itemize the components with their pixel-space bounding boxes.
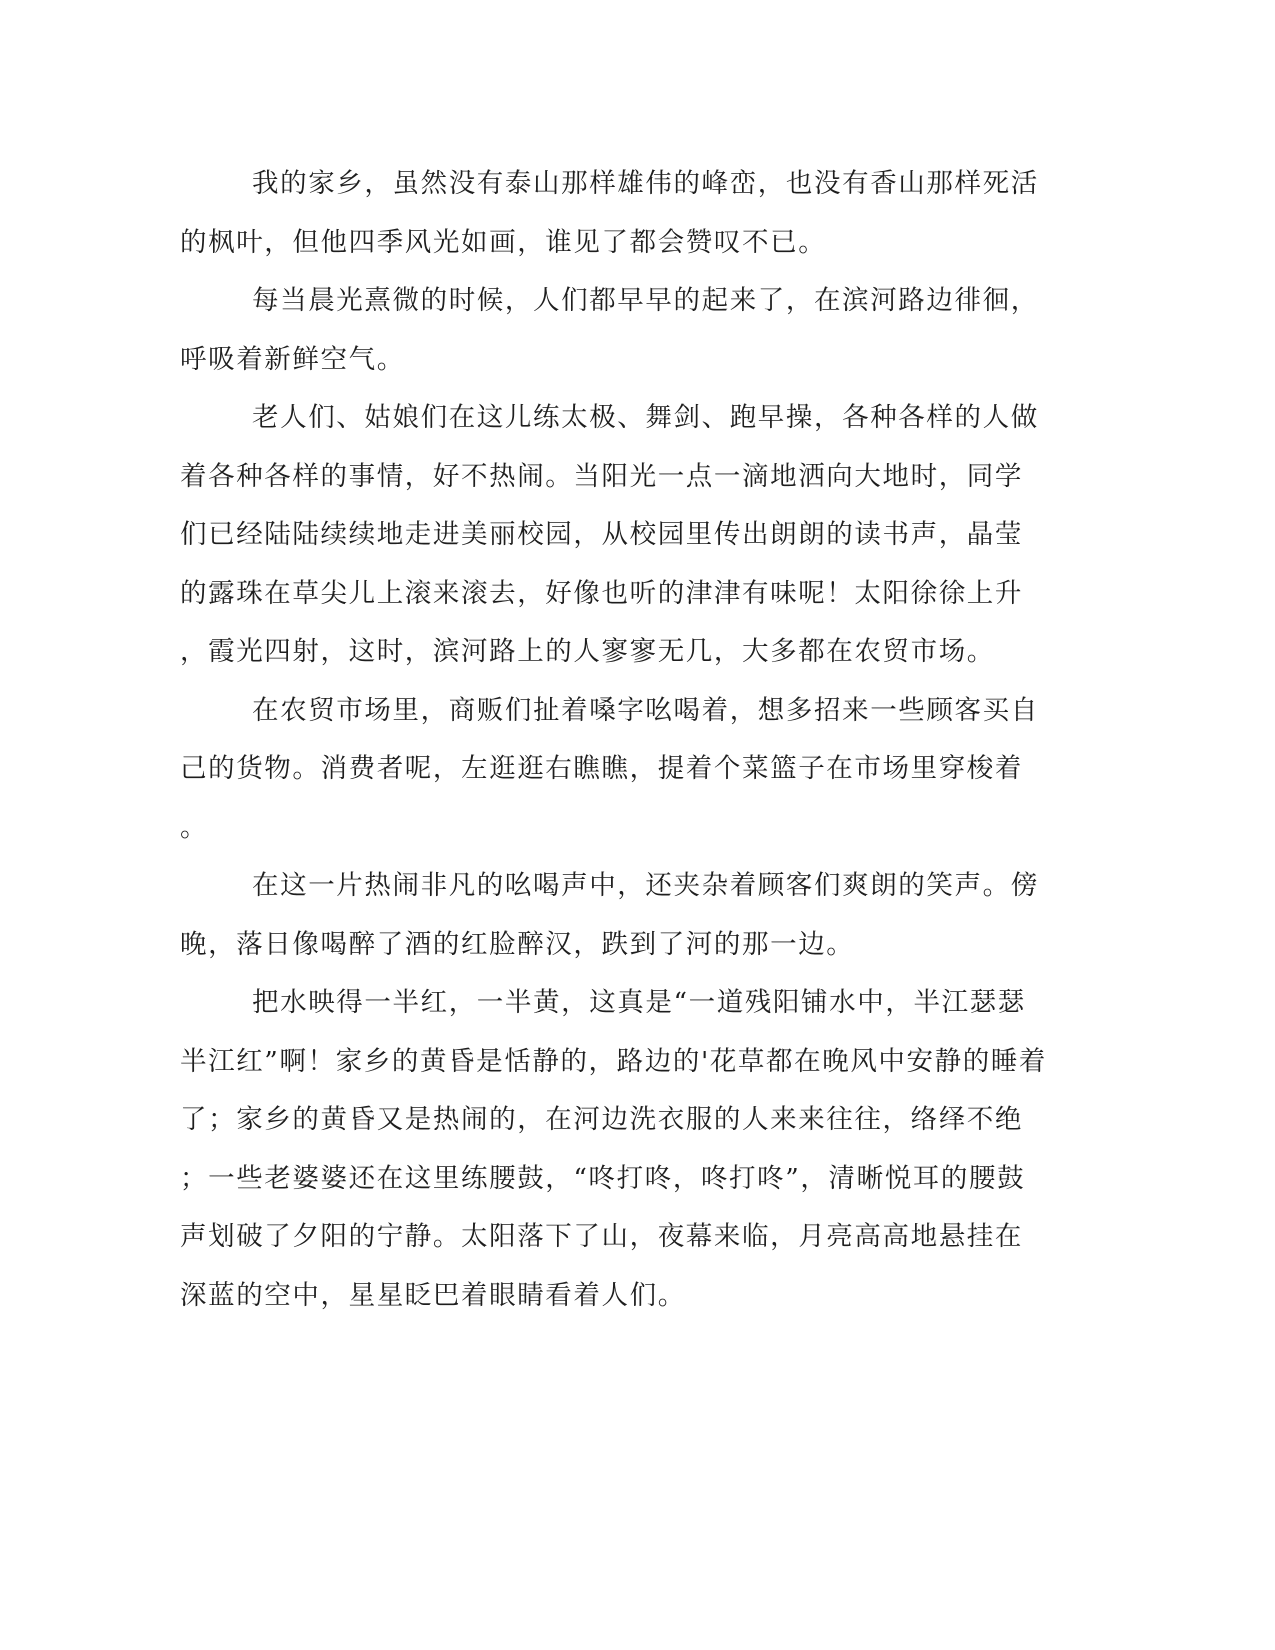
text-line: 了；家乡的黄昏又是热闹的，在河边洗衣服的人来来往往，络绎不绝 (180, 1104, 1023, 1135)
paragraph-6 (180, 974, 1048, 1325)
text-line: 着各种各样的事情，好不热闹。当阳光一点一滴地洒向大地时，同学 (180, 460, 1023, 492)
text-line: 深蓝的空中，星星眨巴着眼睛看着人们。 (180, 1279, 686, 1311)
text-line: 的露珠在草尖儿上滚来滚去，好像也听的津津有味呢！太阳徐徐上升 (180, 577, 1023, 609)
text-line: 呼吸着新鲜空气。 (180, 343, 405, 375)
text-line: 声划破了夕阳的宁静。太阳落下了山，夜幕来临，月亮高高地悬挂在 (180, 1221, 1023, 1252)
paragraph-2 (180, 272, 1040, 389)
paragraph-4 (180, 682, 1040, 858)
text-line: ；一些老婆婆还在这里练腰鼓，“咚打咚，咚打咚”，清晰悦耳的腰鼓 (180, 1162, 1026, 1194)
text-line: 老人们、姑娘们在这儿练太极、舞剑、跑早操，各种各样的人做 (252, 402, 1039, 433)
text-line: 在这一片热闹非凡的吆喝声中，还夹杂着顾客们爽朗的笑声。傍 (252, 870, 1039, 901)
text-line: 晚，落日像喝醉了酒的红脸醉汉，跌到了河的那一边。 (180, 928, 855, 960)
text-line: 半江红”啊！家乡的黄昏是恬静的，路边的'花草都在晚风中安静的睡着 (180, 1045, 1048, 1077)
text-line: ，霞光四射，这时，滨河路上的人寥寥无几，大多都在农贸市场。 (180, 636, 995, 667)
text-line: 。 (180, 811, 209, 843)
paragraph-3 (180, 389, 1040, 682)
text-line: 每当晨光熹微的时候，人们都早早的起来了，在滨河路边徘徊， (252, 285, 1039, 316)
text-line: 己的货物。消费者呢，左逛逛右瞧瞧，提着个菜篮子在市场里穿梭着 (180, 753, 1023, 784)
article-body (180, 155, 1048, 1325)
text-line: 我的家乡，虽然没有泰山那样雄伟的峰峦，也没有香山那样死活 (252, 168, 1039, 199)
text-line: 在农贸市场里，商贩们扯着嗓字吆喝着，想多招来一些顾客买自 (252, 694, 1039, 726)
text-line: 的枫叶，但他四季风光如画，谁见了都会赞叹不已。 (180, 226, 827, 258)
paragraph-5 (180, 857, 1040, 974)
text-line: 把水映得一半红，一半黄，这真是“一道残阳铺水中，半江瑟瑟 (252, 987, 1026, 1018)
text-line: 们已经陆陆续续地走进美丽校园，从校园里传出朗朗的读书声，晶莹 (180, 519, 1023, 550)
paragraph-1 (180, 155, 1040, 272)
